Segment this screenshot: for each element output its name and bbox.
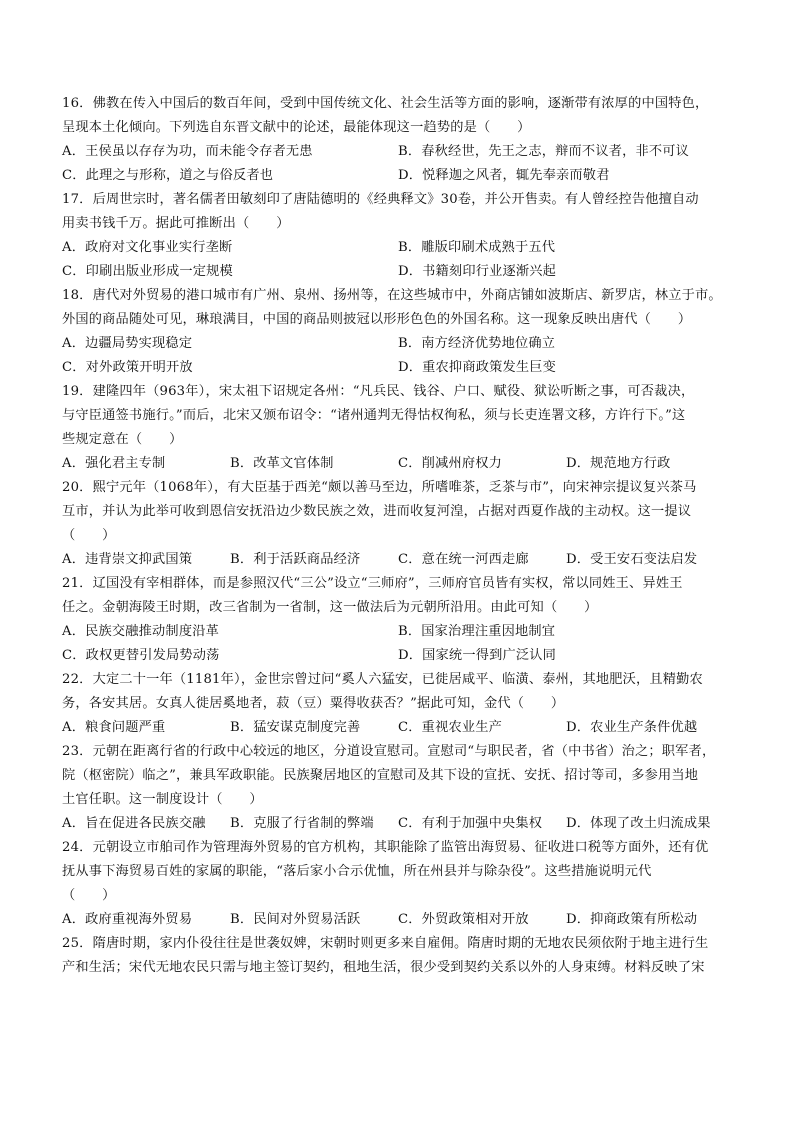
answer-option[interactable]: D．体现了改土归流成果 — [566, 816, 711, 831]
answer-option[interactable]: D．悦释迦之风者，辄先奉亲而敬君 — [398, 168, 610, 183]
answer-option[interactable]: B．克服了行省制的弊端 — [230, 816, 374, 831]
answer-option[interactable]: D．国家统一得到广泛认同 — [398, 648, 557, 663]
answer-option[interactable]: B．春秋经世，先王之志，辩而不议者，非不可议 — [398, 144, 690, 159]
answer-option[interactable]: D．重农抑商政策发生巨变 — [398, 360, 557, 375]
answer-option[interactable]: A．政府重视海外贸易 — [62, 912, 193, 927]
question-stem-continuation: （ ） — [62, 888, 116, 903]
question-stem-continuation: 与守臣通签书施行。”而后，北宋又颁布诏令：“诸州通判无得怙权徇私，须与长吏连署文移，方许行下。”这 — [62, 408, 686, 423]
answer-option[interactable]: C．有利于加强中央集权 — [398, 816, 543, 831]
answer-option[interactable]: A．民族交融推动制度沿革 — [62, 624, 219, 639]
answer-option[interactable]: A．强化君主专制 — [62, 456, 166, 471]
answer-option[interactable]: C．此理之与形称，道之与俗反者也 — [62, 168, 274, 183]
question-stem-continuation: 土官任职。这一制度设计（ ） — [62, 792, 263, 807]
question-stem-line: 18．唐代对外贸易的港口城市有广州、泉州、扬州等，在这些城市中，外商店铺如波斯店、新罗店，林立于市。 — [62, 288, 722, 303]
answer-option[interactable]: C．外贸政策相对开放 — [398, 912, 529, 927]
answer-option[interactable]: A．边疆局势实现稳定 — [62, 336, 193, 351]
answer-option[interactable]: A．违背崇文抑武国策 — [62, 552, 193, 567]
question-stem-continuation: 互市，并认为此举可收到恩信安抚沿边少数民族之效，进而收复河湟，占据对西夏作战的主动权。这一提议 — [62, 504, 692, 519]
answer-option[interactable]: B．民间对外贸易活跃 — [230, 912, 361, 927]
question-stem-line: 16．佛教在传入中国后的数百年间，受到中国传统文化、社会生活等方面的影响，逐渐带有浓厚的中国特色， — [62, 96, 709, 111]
answer-option[interactable]: B．利于活跃商品经济 — [230, 552, 361, 567]
question-stem-line: 17．后周世宗时，著名儒者田敏刻印了唐陆德明的《经典释文》30卷，并公开售卖。有人曾经控告他擅自动 — [62, 192, 699, 207]
question-stem-line: 23．元朝在距离行省的行政中心较远的地区，分道设宣慰司。宣慰司“与职民者，省（中书省）治之；职军者， — [62, 744, 716, 759]
question-stem-continuation: （ ） — [62, 528, 116, 543]
answer-option[interactable]: B．南方经济优势地位确立 — [398, 336, 556, 351]
question-stem-continuation: 院（枢密院）临之”，兼具军政职能。民族聚居地区的宣慰司及其下设的宣抚、安抚、招讨等司，多参用当地 — [62, 768, 699, 783]
answer-option[interactable]: A．政府对文化事业实行垄断 — [62, 240, 233, 255]
question-stem-continuation: 外国的商品随处可见，琳琅满目，中国的商品则披冠以形形色色的外国名称。这一现象反映出唐代（ ） — [62, 312, 692, 327]
question-stem-line: 21．辽国没有宰相群体，而是参照汉代“三公”设立“三师府”，三师府官员皆有实权，常以同姓王、异姓王 — [62, 576, 683, 591]
answer-option[interactable]: C．印刷出版业形成一定规模 — [62, 264, 233, 279]
answer-option[interactable]: C．意在统一河西走廊 — [398, 552, 529, 567]
question-stem-line: 24．元朝设立市舶司作为管理海外贸易的官方机构，其职能除了监管出海贸易、征收进口税等方面外，还有优 — [62, 840, 709, 855]
question-stem-continuation: 用卖书钱千万。据此可推断出（ ） — [62, 216, 290, 231]
question-stem-continuation: 呈现本土化倾向。下列选自东晋文献中的论述，最能体现这一趋势的是（ ） — [62, 120, 531, 135]
question-stem-line: 19．建隆四年（963年），宋太祖下诏规定各州：“凡兵民、钱谷、户口、赋役、狱讼听断之事，可否裁决， — [62, 384, 695, 399]
question-stem-continuation: 任之。金朝海陵王时期，改三省制为一省制，这一做法后为元朝所沿用。由此可知（ ） — [62, 600, 598, 615]
answer-option[interactable]: B．猛安谋克制度完善 — [230, 720, 361, 735]
answer-option[interactable]: B．国家治理注重因地制宜 — [398, 624, 556, 639]
answer-option[interactable]: A．王侯虽以存存为功，而未能令存者无患 — [62, 144, 313, 159]
answer-option[interactable]: D．抑商政策有所松动 — [566, 912, 698, 927]
answer-option[interactable]: C．重视农业生产 — [398, 720, 503, 735]
answer-option[interactable]: D．书籍刻印行业逐渐兴起 — [398, 264, 557, 279]
answer-option[interactable]: D．农业生产条件优越 — [566, 720, 698, 735]
question-stem-line: 20．熙宁元年（1068年），有大臣基于西羌“颇以善马至边，所嗜唯茶，乏茶与市”，向宋神宗提议复兴茶马 — [62, 480, 697, 495]
question-stem-line: 22．大定二十一年（1181年），金世宗曾过问“奚人六猛安，已徙居咸平、临潢、泰州，其地肥沃，且精勤农 — [62, 672, 703, 687]
answer-option[interactable]: B．雕版印刷术成熟于五代 — [398, 240, 556, 255]
answer-option[interactable]: B．改革文官体制 — [230, 456, 334, 471]
question-stem-line: 25．隋唐时期，家内仆役往往是世袭奴婢，宋朝时则更多来自雇佣。隋唐时期的无地农民须依附于地主进行生 — [62, 936, 709, 951]
answer-option[interactable]: D．受王安石变法启发 — [566, 552, 698, 567]
answer-option[interactable]: A．旨在促进各民族交融 — [62, 816, 206, 831]
answer-option[interactable]: C．削减州府权力 — [398, 456, 503, 471]
question-stem-continuation: 些规定意在（ ） — [62, 432, 183, 447]
answer-option[interactable]: A．粮食问题严重 — [62, 720, 166, 735]
answer-option[interactable]: C．对外政策开明开放 — [62, 360, 193, 375]
answer-option[interactable]: C．政权更替引发局势动荡 — [62, 648, 220, 663]
question-stem-continuation: 抚从事下海贸易百姓的家属的职能，“落后家小合示优恤，所在州县并与除杂役”。这些措施说明元代 — [62, 864, 652, 879]
question-stem-continuation: 务，各安其居。女真人徙居奚地者，菽（豆）粟得收获否？”据此可知，金代（ ） — [62, 696, 565, 711]
answer-option[interactable]: D．规范地方行政 — [566, 456, 671, 471]
question-stem-continuation: 产和生活；宋代无地农民只需与地主签订契约，租地生活，很少受到契约关系以外的人身束缚。材料反映了宋 — [62, 960, 705, 975]
